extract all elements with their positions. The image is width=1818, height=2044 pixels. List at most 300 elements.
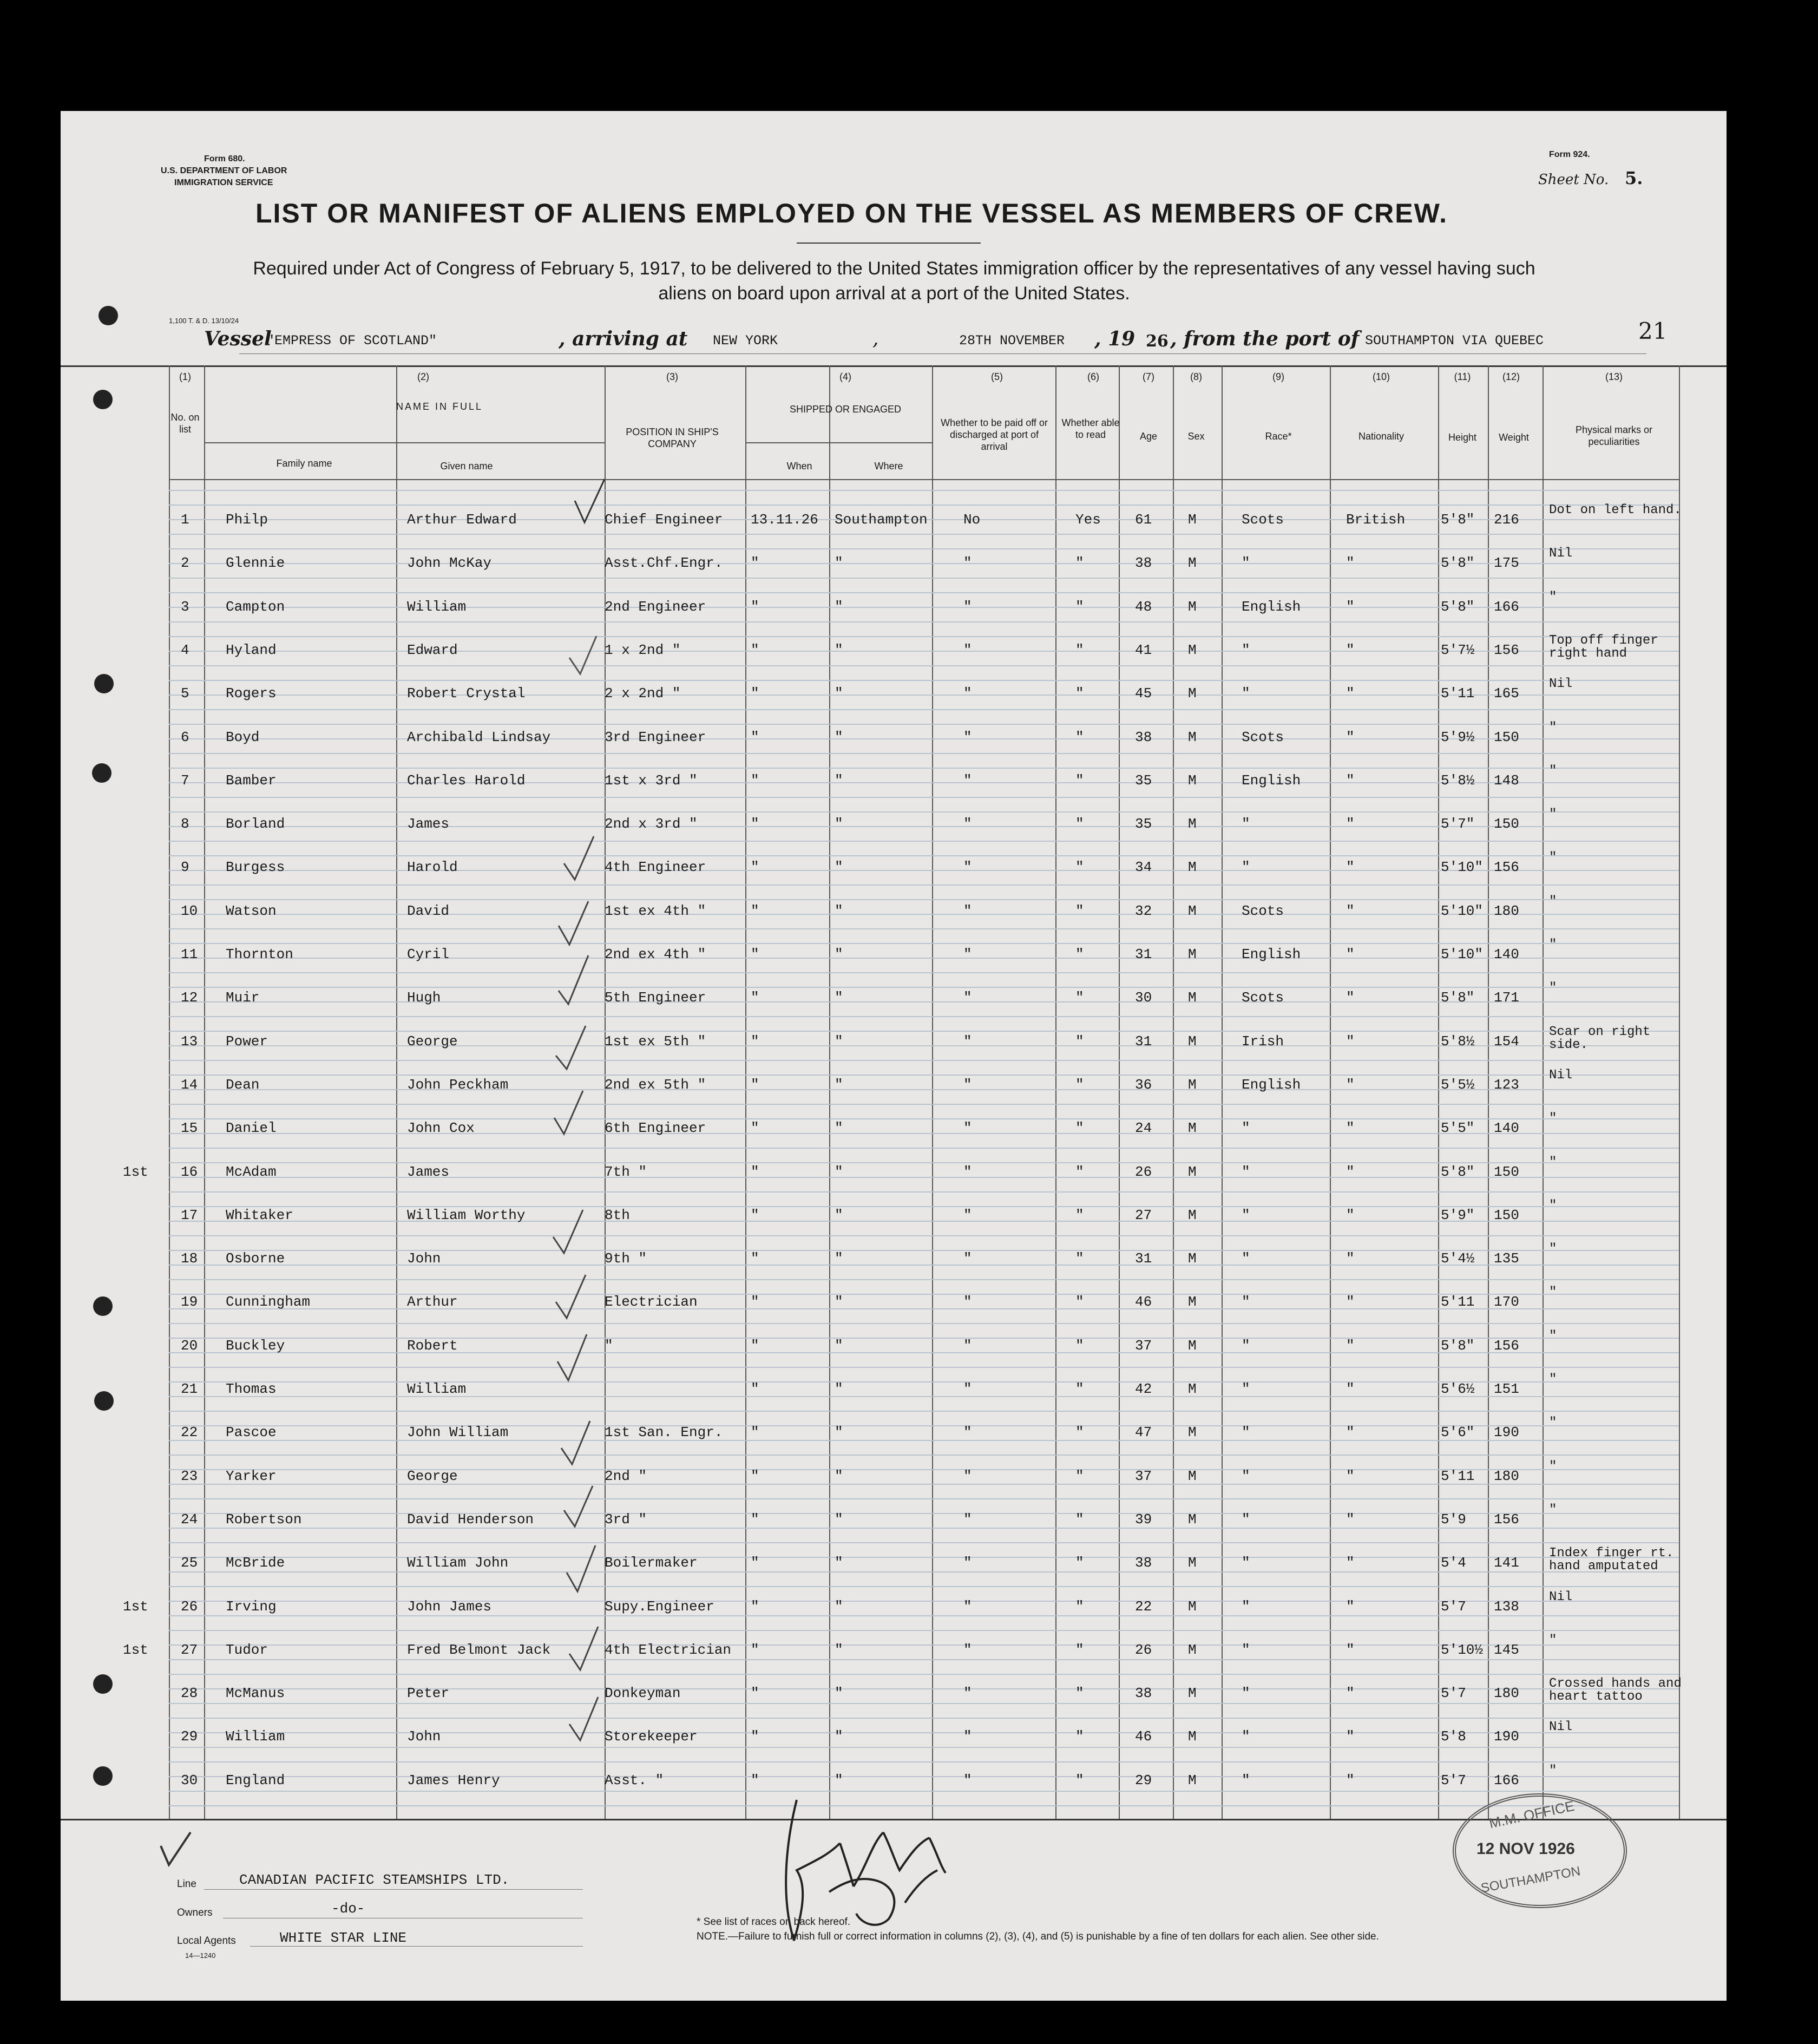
cell-where: " xyxy=(835,1511,843,1528)
cell-age: 24 xyxy=(1135,1120,1152,1136)
cell-given: George xyxy=(407,1033,458,1050)
cell-height: 5'8" xyxy=(1441,599,1475,615)
cell-sex: M xyxy=(1188,1772,1197,1788)
cell-paid: " xyxy=(963,1294,972,1310)
cell-position: 1st ex 4th " xyxy=(605,903,706,919)
cell-height: 5'8 xyxy=(1441,1728,1466,1745)
cell-paid: " xyxy=(963,772,972,789)
cell-nat: " xyxy=(1346,859,1355,875)
cell-sex: M xyxy=(1188,555,1197,571)
cell-height: 5'4½ xyxy=(1441,1250,1475,1267)
cell-no: 9 xyxy=(181,859,189,875)
col-7-num: (7) xyxy=(1143,371,1154,382)
cell-marks: " xyxy=(1549,1155,1557,1170)
cell-sex: M xyxy=(1188,1207,1197,1223)
cell-marks: Nil xyxy=(1549,677,1573,691)
cell-marks: Top off finger right hand xyxy=(1549,633,1658,661)
cell-weight: 171 xyxy=(1494,990,1519,1006)
cell-sex: M xyxy=(1188,1642,1197,1658)
cell-read: " xyxy=(1075,1642,1084,1658)
cell-height: 5'8" xyxy=(1441,990,1475,1006)
cell-sex: M xyxy=(1188,1511,1197,1528)
cell-race: " xyxy=(1242,555,1250,571)
cell-no: 7 xyxy=(181,772,189,789)
cell-read: " xyxy=(1075,903,1084,919)
cell-family: Boyd xyxy=(226,729,260,745)
cell-age: 42 xyxy=(1135,1381,1152,1397)
cell-marks: " xyxy=(1549,1416,1557,1430)
cell-position: Boilermaker xyxy=(605,1555,698,1571)
cell-marks: " xyxy=(1549,1285,1557,1300)
agents-rule xyxy=(250,1946,583,1947)
cell-race: " xyxy=(1242,1250,1250,1267)
cell-given: Harold xyxy=(407,859,458,875)
cell-paid: " xyxy=(963,642,972,658)
cell-when: " xyxy=(751,816,759,832)
cell-read: " xyxy=(1075,1338,1084,1354)
year-suffix: 26 xyxy=(1146,332,1169,351)
cell-height: 5'7" xyxy=(1441,816,1475,832)
cell-nat: " xyxy=(1346,772,1355,789)
col-11-num: (11) xyxy=(1454,371,1471,382)
cell-no: 26 xyxy=(181,1598,198,1615)
cell-nat: " xyxy=(1346,1772,1355,1788)
subtitle-line-1: Required under Act of Congress of February 5, 1917, to be delivered to the United States immigration officer by the representatives of any vessel having such xyxy=(253,258,1535,279)
cell-read: " xyxy=(1075,1555,1084,1571)
cell-position: Asst.Chf.Engr. xyxy=(605,555,723,571)
col-no-on-list: No. on list xyxy=(170,412,200,435)
year-prefix: , 19 xyxy=(1094,327,1136,350)
cell-position: Asst. " xyxy=(605,1772,664,1788)
cell-given: Archibald Lindsay xyxy=(407,729,551,745)
cell-where: " xyxy=(835,903,843,919)
cell-given: William xyxy=(407,599,467,615)
cell-nat: " xyxy=(1346,1294,1355,1310)
cell-family: Watson xyxy=(226,903,277,919)
cell-height: 5'8" xyxy=(1441,1164,1475,1180)
cell-paid: " xyxy=(963,1642,972,1658)
cell-position: Chief Engineer xyxy=(605,512,723,528)
cell-given: John William xyxy=(407,1424,509,1440)
cell-read: " xyxy=(1075,772,1084,789)
cell-age: 26 xyxy=(1135,1164,1152,1180)
cell-age: 30 xyxy=(1135,990,1152,1006)
cell-family: Bamber xyxy=(226,772,277,789)
cell-family: McAdam xyxy=(226,1164,277,1180)
cell-family: Irving xyxy=(226,1598,277,1615)
cell-when: " xyxy=(751,555,759,571)
stamp-bottom-text: SOUTHAMPTON xyxy=(1479,1864,1582,1896)
cell-when: " xyxy=(751,1598,759,1615)
cell-no: 13 xyxy=(181,1033,198,1050)
cell-read: " xyxy=(1075,1772,1084,1788)
cell-no: 2 xyxy=(181,555,189,571)
cell-position: 4th Engineer xyxy=(605,859,706,875)
cell-family: Osborne xyxy=(226,1250,285,1267)
cell-sex: M xyxy=(1188,642,1197,658)
cell-paid: " xyxy=(963,1598,972,1615)
footer-print-code: 14—1240 xyxy=(185,1951,216,1960)
cell-marks: " xyxy=(1549,1242,1557,1256)
from-port: SOUTHAMPTON VIA QUEBEC xyxy=(1365,333,1544,349)
cell-given: Arthur xyxy=(407,1294,458,1310)
cell-race: " xyxy=(1242,1164,1250,1180)
cell-no: 15 xyxy=(181,1120,198,1136)
cell-family: Tudor xyxy=(226,1642,268,1658)
cell-weight: 180 xyxy=(1494,1685,1519,1701)
col-physical-marks: Physical marks or peculiarities xyxy=(1575,424,1653,447)
cell-read: " xyxy=(1075,1598,1084,1615)
cell-paid: " xyxy=(963,1511,972,1528)
cell-family: Whitaker xyxy=(226,1207,293,1223)
cell-nat: " xyxy=(1346,1685,1355,1701)
cell-position: 6th Engineer xyxy=(605,1120,706,1136)
cell-race: " xyxy=(1242,1555,1250,1571)
cell-marks: " xyxy=(1549,590,1557,605)
cell-height: 5'9" xyxy=(1441,1207,1475,1223)
cell-when: " xyxy=(751,772,759,789)
manifest-sheet: Form 680. U.S. DEPARTMENT OF LABOR IMMIGRATION SERVICE Form 924. Sheet No. 5. LIST OR MANIFEST OF ALIENS EMPLOYED ON THE VESSEL AS MEMBERS OF CREW. Required under Act of Congress of February 5, 1917, to be delivered to the United States immigration officer by the representatives of any vessel having such aliens on board upon arrival at a port of the United States. 1,100 T. & D. 13/10/24 21 Vessel "EMPRESS OF SCOTLAND" , arriving at NEW YORK , 28TH NOVEMBER , 19 26 , from the port of SOUTHAMPTON VIA QUEBEC (1) (2) (3) (4) (5) (6) (7) (8) (9) (10) (11) (12) (13) No. on list NAME IN FULL Family name Given name POSITION IN SHIP'S COMPANY SHIPPED OR ENGAGED When Where Whether to be paid off or discharged at port of arrival Whether able to read Age Sex Race* Nationality Height Weight Physical marks or peculiarities 1 Philp Arthur Edward Chief Engineer 13.11.26 Southampton No Yes 61 M Scots British 5'8" 216 Dot on left hand. 2 Glennie John McKay Asst.Chf.Engr. " " " " 38 M " " 5'8" 175 Nil 3 Campton William 2nd Engineer " " " " 48 M English " 5'8" 166 " 4 Hyland Edward 1 x 2nd " " " " " 41 M " " 5'7½ 156 Top off finger right hand 5 Rogers Robert Crystal 2 x 2nd " " " " " 45 M " " 5'11 165 Nil 6 Boyd Archibald Lindsay 3rd Engineer " " " " 38 M Scots " 5'9½ 150 " 7 Bamber Charles Harold 1st x 3rd " " " " " 35 M English " 5'8½ 148 " 8 Borland James 2nd x 3rd " " " " " 35 M " " 5'7" 150 " 9 Burgess Harold 4th Engineer " " " " 34 M " " 5'10" 156 " 10 Watson David 1st ex 4th " " " " " 32 M Scots " 5'10" 180 " 11 Thornton Cyril 2nd ex 4th " " " " " 31 M English " 5'10" 140 " 12 Muir Hugh 5th Engineer " " " " 30 M Scots " 5'8" 171 " 13 Power George 1st ex 5th " " " " " 31 M Irish " 5'8½ 154 Scar on right side. 14 Dean John Peckham 2nd ex 5th " " " " " 36 M English " 5'5½ 123 Nil 15 Daniel John Cox 6th Engineer " " " " 24 M " " 5'5" 140 " 1st 16 McAdam James 7th " " " " " 26 M " " 5'8" 150 " 17 Whitaker William Worthy 8th " " " " 27 M " " 5'9" 150 " 18 Osborne John 9th " " " " " 31 M " " 5'4½ 135 " 19 Cunningham Arthur Electrician " " " " 46 M " " 5'11 170 " 20 Buckley Robert " " " " " 37 M " " 5'8" 156 " 21 Thomas William " " " " 42 M " " 5'6½ 151 " 22 Pascoe John William 1st San. Engr. " " " " 47 M " " 5'6" 190 " 23 Yarker George 2nd " " " " " 37 M " " 5'11 180 " 24 Robertson David Henderson 3rd " " " " " 39 M " " 5'9 156 " 25 McBride William John Boilermaker " " " " 38 M " " 5'4 141 Index finger rt. hand amputated 1st 26 Irving John James Supy.Engineer " " " " 22 M " " 5'7 138 Nil 1st 27 Tudor Fred Belmont Jack 4th Electrician " " " " 26 M " " 5'10½ 145 " 28 McManus Peter Donkeyman " " " " 38 M " " 5'7 180 Crossed hands and heart tattoo 29 William John Storekeeper " " " " 46 M " " 5'8 190 Nil 30 England James Henry Asst. " " " " " 29 M " " 5'7 166 " Line CANADIAN PACIFIC STEAMSHIPS LTD. Owners -do- Local Agents WHITE STAR LINE 14—1240 * See list of races on back hereof. NOTE.—Failure to furnish full or correct information in columns (2), (3), (4), and (5) is punishable by a fine of ten dollars for each alien. See other side. M.M. OFFICE 12 NOV 1926 SOUTHAMPTON xyxy=(61,111,1727,2001)
cell-race: " xyxy=(1242,1598,1250,1615)
cell-weight: 156 xyxy=(1494,1338,1519,1354)
cell-sex: M xyxy=(1188,512,1197,528)
form-number-right: Form 924. xyxy=(1549,150,1590,159)
cell-weight: 190 xyxy=(1494,1728,1519,1745)
cell-given: John McKay xyxy=(407,555,492,571)
cell-position: 5th Engineer xyxy=(605,990,706,1006)
cell-marks: Nil xyxy=(1549,1720,1573,1734)
cell-where: " xyxy=(835,555,843,571)
cell-pre: 1st xyxy=(123,1598,148,1615)
cell-race: Scots xyxy=(1242,512,1284,528)
col-height: Height xyxy=(1448,432,1477,443)
cell-no: 29 xyxy=(181,1728,198,1745)
cell-sex: M xyxy=(1188,990,1197,1006)
cell-no: 21 xyxy=(181,1381,198,1397)
cell-no: 24 xyxy=(181,1511,198,1528)
cell-marks: Crossed hands and heart tattoo xyxy=(1549,1676,1682,1704)
cell-read: " xyxy=(1075,1381,1084,1397)
cell-height: 5'10" xyxy=(1441,859,1484,875)
cell-height: 5'11 xyxy=(1441,685,1475,702)
cell-age: 31 xyxy=(1135,1250,1152,1267)
cell-height: 5'10" xyxy=(1441,946,1484,962)
cell-paid: " xyxy=(963,903,972,919)
cell-age: 38 xyxy=(1135,1685,1152,1701)
cell-where: " xyxy=(835,642,843,658)
cell-weight: 216 xyxy=(1494,512,1519,528)
cell-height: 5'7 xyxy=(1441,1598,1466,1615)
col-6-num: (6) xyxy=(1087,371,1099,382)
cell-read: " xyxy=(1075,816,1084,832)
cell-where: " xyxy=(835,1164,843,1180)
cell-nat: " xyxy=(1346,1728,1355,1745)
cell-where: " xyxy=(835,1772,843,1788)
cell-paid: " xyxy=(963,816,972,832)
cell-weight: 148 xyxy=(1494,772,1519,789)
cell-nat: " xyxy=(1346,1642,1355,1658)
cell-nat: " xyxy=(1346,1381,1355,1397)
cell-marks: " xyxy=(1549,1198,1557,1213)
cell-given: Arthur Edward xyxy=(407,512,517,528)
cell-when: " xyxy=(751,990,759,1006)
col-nationality: Nationality xyxy=(1358,431,1404,442)
cell-where: " xyxy=(835,1555,843,1571)
cell-where: " xyxy=(835,1207,843,1223)
cell-where: " xyxy=(835,816,843,832)
cell-sex: M xyxy=(1188,1120,1197,1136)
cell-position: Donkeyman xyxy=(605,1685,681,1701)
cell-nat: " xyxy=(1346,1164,1355,1180)
cell-nat: " xyxy=(1346,1555,1355,1571)
cell-race: " xyxy=(1242,1511,1250,1528)
cell-given: John xyxy=(407,1250,441,1267)
col-4-num: (4) xyxy=(839,371,851,382)
cell-read: " xyxy=(1075,1294,1084,1310)
cell-sex: M xyxy=(1188,859,1197,875)
cell-where: Southampton xyxy=(835,512,928,528)
cell-marks: " xyxy=(1549,1503,1557,1517)
from-label: , from the port of xyxy=(1170,327,1360,350)
cell-nat: " xyxy=(1346,1468,1355,1484)
col-race: Race* xyxy=(1265,431,1292,442)
cell-paid: " xyxy=(963,1338,972,1354)
cell-when: " xyxy=(751,1294,759,1310)
cell-given: John Peckham xyxy=(407,1077,509,1093)
cell-given: James Henry xyxy=(407,1772,500,1788)
cell-age: 38 xyxy=(1135,555,1152,571)
cell-read: " xyxy=(1075,1207,1084,1223)
cell-paid: " xyxy=(963,1033,972,1050)
cell-no: 8 xyxy=(181,816,189,832)
cell-height: 5'7½ xyxy=(1441,642,1475,658)
cell-race: Scots xyxy=(1242,903,1284,919)
cell-marks: Nil xyxy=(1549,1590,1573,1604)
col-13-num: (13) xyxy=(1605,371,1623,382)
cell-position: 2nd " xyxy=(605,1468,647,1484)
cell-sex: M xyxy=(1188,1555,1197,1571)
cell-marks: " xyxy=(1549,850,1557,865)
cell-marks: " xyxy=(1549,764,1557,778)
cell-position: 2nd ex 5th " xyxy=(605,1077,706,1093)
cell-sex: M xyxy=(1188,1468,1197,1484)
cell-given: John James xyxy=(407,1598,492,1615)
cell-age: 45 xyxy=(1135,685,1152,702)
cell-sex: M xyxy=(1188,772,1197,789)
cell-when: " xyxy=(751,1250,759,1267)
cell-family: McBride xyxy=(226,1555,285,1571)
cell-marks: Index finger rt. hand amputated xyxy=(1549,1546,1674,1574)
cell-no: 16 xyxy=(181,1164,198,1180)
cell-pre: 1st xyxy=(123,1642,148,1658)
cell-nat: " xyxy=(1346,1250,1355,1267)
arrival-date: 28TH NOVEMBER xyxy=(959,333,1065,349)
cell-height: 5'11 xyxy=(1441,1468,1475,1484)
cell-where: " xyxy=(835,1424,843,1440)
cell-race: English xyxy=(1242,599,1301,615)
cell-weight: 156 xyxy=(1494,642,1519,658)
cell-read: " xyxy=(1075,1468,1084,1484)
cell-where: " xyxy=(835,1381,843,1397)
cell-where: " xyxy=(835,1598,843,1615)
cell-marks: " xyxy=(1549,1111,1557,1126)
cell-age: 38 xyxy=(1135,1555,1152,1571)
cell-family: Glennie xyxy=(226,555,285,571)
cell-family: William xyxy=(226,1728,285,1745)
cell-weight: 154 xyxy=(1494,1033,1519,1050)
cell-position: 3rd Engineer xyxy=(605,729,706,745)
cell-age: 35 xyxy=(1135,772,1152,789)
cell-nat: British xyxy=(1346,512,1406,528)
cell-weight: 141 xyxy=(1494,1555,1519,1571)
cell-nat: " xyxy=(1346,1207,1355,1223)
cell-read: " xyxy=(1075,1728,1084,1745)
cell-where: " xyxy=(835,1338,843,1354)
cell-where: " xyxy=(835,599,843,615)
handwritten-signature xyxy=(764,1778,992,1962)
cell-family: Borland xyxy=(226,816,285,832)
cell-weight: 150 xyxy=(1494,1207,1519,1223)
cell-weight: 140 xyxy=(1494,1120,1519,1136)
cell-paid: " xyxy=(963,1120,972,1136)
cell-position: 2nd x 3rd " xyxy=(605,816,698,832)
cell-height: 5'8" xyxy=(1441,1338,1475,1354)
cell-family: Rogers xyxy=(226,685,277,702)
cell-no: 12 xyxy=(181,990,198,1006)
cell-paid: " xyxy=(963,729,972,745)
cell-position: 1st San. Engr. xyxy=(605,1424,723,1440)
cell-paid: " xyxy=(963,1685,972,1701)
cell-paid: " xyxy=(963,1250,972,1267)
cell-when: " xyxy=(751,599,759,615)
cell-position: Supy.Engineer xyxy=(605,1598,714,1615)
cell-paid: " xyxy=(963,1207,972,1223)
cell-no: 4 xyxy=(181,642,189,658)
col-position: POSITION IN SHIP'S COMPANY xyxy=(626,427,719,449)
cell-race: " xyxy=(1242,685,1250,702)
cell-position: 1st ex 5th " xyxy=(605,1033,706,1050)
cell-given: Fred Belmont Jack xyxy=(407,1642,551,1658)
cell-no: 6 xyxy=(181,729,189,745)
cell-race: " xyxy=(1242,1294,1250,1310)
cell-position: 3rd " xyxy=(605,1511,647,1528)
cell-family: Philp xyxy=(226,512,268,528)
cell-read: " xyxy=(1075,859,1084,875)
cell-marks: " xyxy=(1549,938,1557,952)
cell-race: Irish xyxy=(1242,1033,1284,1050)
cell-given: James xyxy=(407,1164,450,1180)
cell-sex: M xyxy=(1188,1250,1197,1267)
sheet-label: Sheet No. xyxy=(1538,172,1609,188)
cell-when: " xyxy=(751,903,759,919)
cell-sex: M xyxy=(1188,903,1197,919)
cell-sex: M xyxy=(1188,1728,1197,1745)
cell-when: " xyxy=(751,1642,759,1658)
col-name-in-full: NAME IN FULL xyxy=(396,401,483,412)
cell-paid: " xyxy=(963,599,972,615)
cell-family: Thomas xyxy=(226,1381,277,1397)
cell-paid: No xyxy=(963,512,981,528)
cell-sex: M xyxy=(1188,1338,1197,1354)
cell-position: Electrician xyxy=(605,1294,698,1310)
col-able-to-read: Whether able to read xyxy=(1061,417,1120,440)
cell-weight: 180 xyxy=(1494,1468,1519,1484)
cell-height: 5'4 xyxy=(1441,1555,1466,1571)
cell-read: " xyxy=(1075,555,1084,571)
cell-weight: 156 xyxy=(1494,1511,1519,1528)
cell-marks: " xyxy=(1549,720,1557,735)
cell-marks: " xyxy=(1549,1764,1557,1778)
col-10-num: (10) xyxy=(1372,371,1390,382)
stamp-top-text: M.M. OFFICE xyxy=(1487,1797,1576,1832)
cell-read: " xyxy=(1075,1164,1084,1180)
cell-sex: M xyxy=(1188,1381,1197,1397)
cell-marks: " xyxy=(1549,1633,1557,1648)
cell-position: 9th " xyxy=(605,1250,647,1267)
col-paid-off: Whether to be paid off or discharged at port of arrival xyxy=(941,417,1048,452)
cell-weight: 175 xyxy=(1494,555,1519,571)
cell-paid: " xyxy=(963,946,972,962)
col-2-num: (2) xyxy=(417,371,429,382)
cell-sex: M xyxy=(1188,1424,1197,1440)
cell-where: " xyxy=(835,772,843,789)
cell-read: " xyxy=(1075,1250,1084,1267)
page-title: LIST OR MANIFEST OF ALIENS EMPLOYED ON THE VESSEL AS MEMBERS OF CREW. xyxy=(255,198,1448,228)
cell-read: " xyxy=(1075,729,1084,745)
cell-nat: " xyxy=(1346,1120,1355,1136)
cell-nat: " xyxy=(1346,1511,1355,1528)
print-code: 1,100 T. & D. 13/10/24 xyxy=(169,317,239,325)
cell-age: 48 xyxy=(1135,599,1152,615)
cell-weight: 123 xyxy=(1494,1077,1519,1093)
cell-sex: M xyxy=(1188,729,1197,745)
cell-family: Burgess xyxy=(226,859,285,875)
cell-no: 20 xyxy=(181,1338,198,1354)
cell-no: 19 xyxy=(181,1294,198,1310)
cell-age: 39 xyxy=(1135,1511,1152,1528)
cell-nat: " xyxy=(1346,816,1355,832)
cell-no: 30 xyxy=(181,1772,198,1788)
cell-age: 36 xyxy=(1135,1077,1152,1093)
cell-marks: Scar on right side. xyxy=(1549,1025,1651,1052)
cell-marks: " xyxy=(1549,1372,1557,1387)
agents-value: WHITE STAR LINE xyxy=(280,1930,407,1946)
cell-given: Hugh xyxy=(407,990,441,1006)
cell-read: " xyxy=(1075,642,1084,658)
col-8-num: (8) xyxy=(1190,371,1202,382)
cell-paid: " xyxy=(963,1077,972,1093)
form-number: Form 680. xyxy=(204,154,245,163)
cell-where: " xyxy=(835,1468,843,1484)
cell-position: 1 x 2nd " xyxy=(605,642,681,658)
cell-sex: M xyxy=(1188,599,1197,615)
cell-where: " xyxy=(835,1120,843,1136)
cell-when: " xyxy=(751,946,759,962)
cell-no: 3 xyxy=(181,599,189,615)
col-given-name: Given name xyxy=(440,461,493,471)
cell-family: Muir xyxy=(226,990,260,1006)
cell-race: Scots xyxy=(1242,990,1284,1006)
col-3-num: (3) xyxy=(666,371,678,382)
line-label: Line xyxy=(177,1878,196,1890)
cell-given: Edward xyxy=(407,642,458,658)
cell-race: " xyxy=(1242,1642,1250,1658)
cell-nat: " xyxy=(1346,990,1355,1006)
cell-given: John xyxy=(407,1728,441,1745)
cell-where: " xyxy=(835,1728,843,1745)
cell-weight: 150 xyxy=(1494,1164,1519,1180)
cell-race: " xyxy=(1242,816,1250,832)
